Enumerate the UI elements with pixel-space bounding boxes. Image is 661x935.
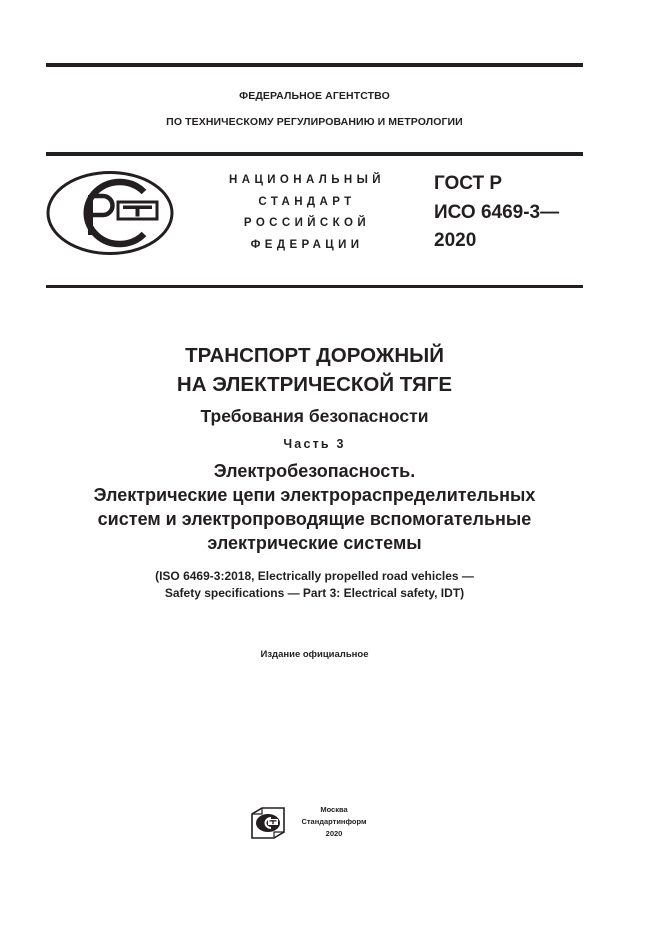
- national-standard-line-4: ФЕДЕРАЦИИ: [250, 238, 364, 251]
- part-title-line-3: систем и электропроводящие вспомогательные: [97, 509, 532, 529]
- document-subtitle: Требования безопасности: [200, 406, 429, 426]
- agency-line-1: ФЕДЕРАЛЬНОЕ АГЕНТСТВО: [239, 90, 390, 102]
- top-rule: [46, 63, 583, 67]
- designation-line-1: ГОСТ Р: [434, 173, 503, 194]
- publisher-name: Стандартинформ: [301, 817, 367, 826]
- agency-line-2: ПО ТЕХНИЧЕСКОМУ РЕГУЛИРОВАНИЮ И МЕТРОЛОГИИ: [166, 116, 463, 128]
- part-number: Часть 3: [283, 437, 346, 451]
- national-standard-label: [196, 170, 418, 256]
- edition-label: Издание официальное: [260, 649, 369, 660]
- national-standard-line-3: РОССИЙСКОЙ: [243, 217, 371, 229]
- part-title: [46, 459, 583, 555]
- header-bottom-rule: [46, 285, 583, 288]
- rst-certification-mark-icon: [46, 171, 174, 255]
- designation-line-3: 2020: [434, 230, 477, 251]
- publisher-year: 2020: [325, 829, 343, 838]
- iso-reference-line-1: (ISO 6469-3:2018, Electrically propelled road vehicles —: [155, 569, 474, 583]
- title-line-2: НА ЭЛЕКТРИЧЕСКОЙ ТЯГЕ: [176, 373, 453, 396]
- designation-line-2: ИСО 6469-3—: [434, 201, 560, 223]
- document-title: [46, 341, 583, 399]
- agency-rule: [46, 152, 583, 156]
- title-line-1: ТРАНСПОРТ ДОРОЖНЫЙ: [185, 344, 444, 367]
- publisher-city: Москва: [320, 805, 348, 814]
- standartinform-logo-icon: [248, 806, 288, 840]
- part-title-line-1: Электробезопасность.: [213, 461, 416, 481]
- iso-reference-line-2: Safety specifications — Part 3: Electrical safety, IDT): [164, 586, 465, 600]
- publisher-block: [248, 804, 388, 842]
- part-title-line-2: Электрические цепи электрораспределительных: [93, 485, 536, 505]
- part-title-line-4: электрические системы: [207, 533, 422, 553]
- standard-designation: [434, 170, 559, 256]
- national-standard-line-2: СТАНДАРТ: [258, 195, 356, 208]
- national-standard-line-1: НАЦИОНАЛЬНЫЙ: [229, 174, 385, 186]
- iso-reference: [46, 568, 583, 602]
- publisher-text: [294, 804, 374, 840]
